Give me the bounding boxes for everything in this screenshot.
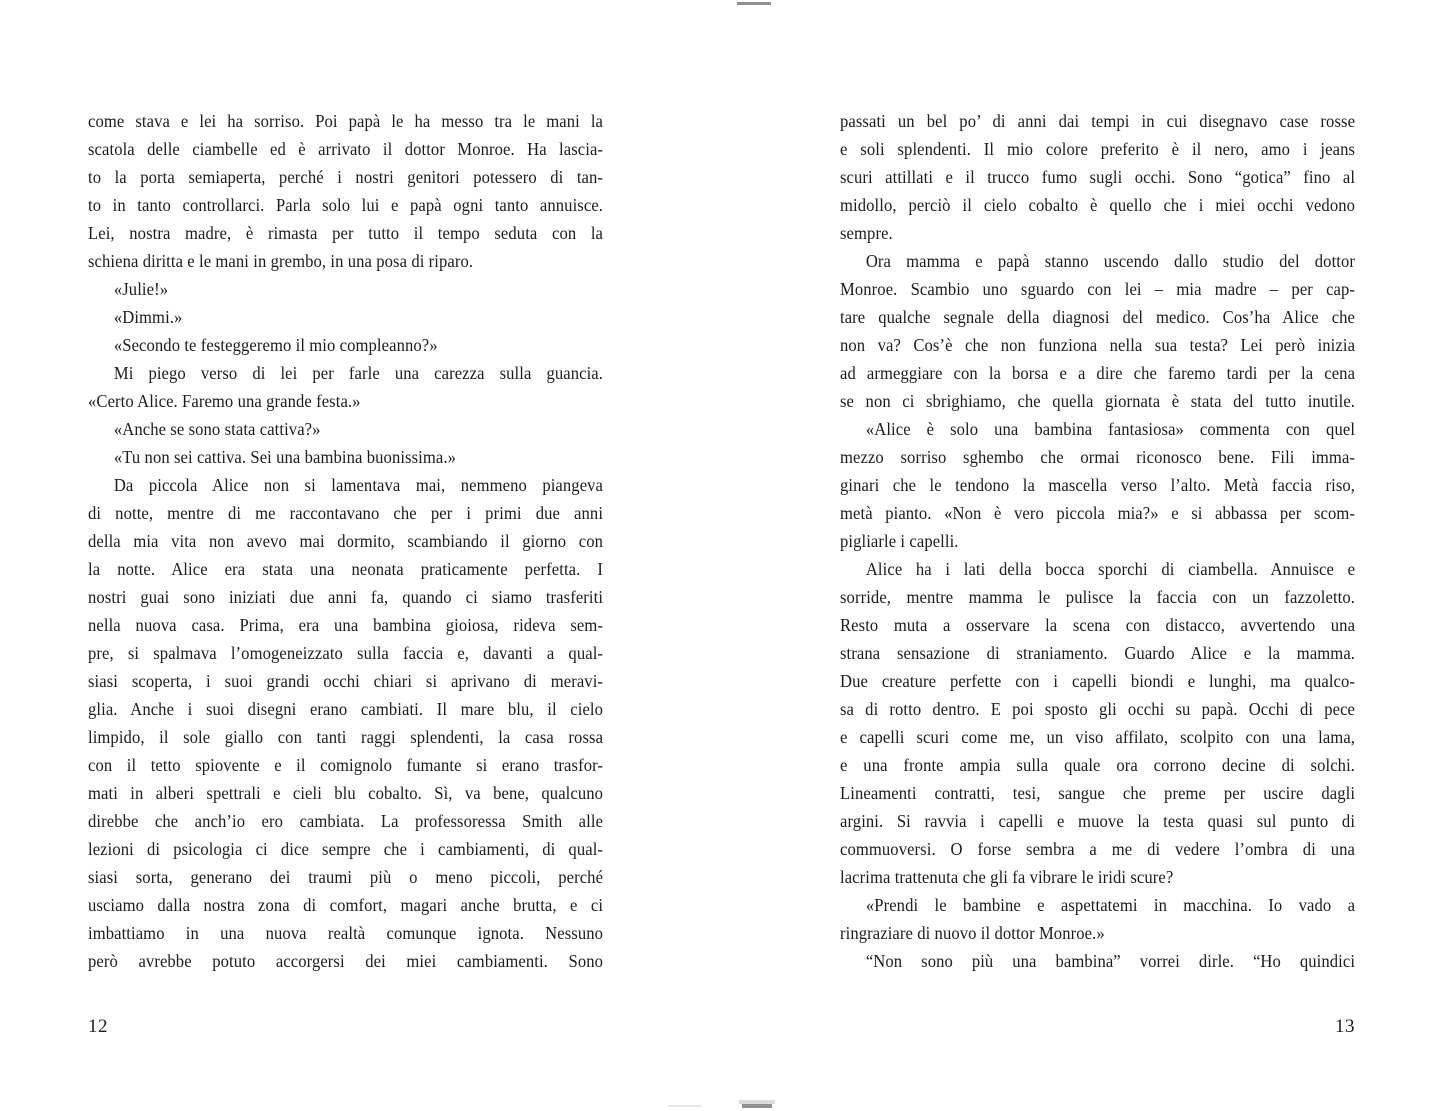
text-line: usciamo dalla nostra zona di comfort, magari anche brutta, e ci bbox=[88, 895, 604, 915]
text-line: sempre. bbox=[840, 223, 893, 243]
text-line: mati in alberi spettrali e cieli blu cobalto. Sì, va bene, qualcuno bbox=[88, 783, 604, 803]
top-edge-mark bbox=[737, 2, 771, 5]
page-number-left: 12 bbox=[88, 1016, 108, 1037]
text-line: «Certo Alice. Faremo una grande festa.» bbox=[88, 391, 361, 411]
text-line: glia. Anche i suoi disegni erano cambiati. Il mare blu, il cielo bbox=[88, 699, 604, 719]
text-line: scatola delle ciambelle ed è arrivato il dottor Monroe. Ha lascia- bbox=[88, 139, 604, 159]
text-line: siasi scoperta, i suoi grandi occhi chiari si aprivano di meravi- bbox=[88, 671, 604, 691]
text-line: Ora mamma e papà stanno uscendo dallo studio del dottor bbox=[865, 251, 1356, 271]
text-line: limpido, il sole giallo con tanti raggi splendenti, la casa rossa bbox=[88, 727, 604, 747]
text-line: direbbe che anch’io ero cambiata. La professoressa Smith alle bbox=[88, 811, 604, 831]
text-line: ginari che le tendono la mascella verso l’alto. Metà faccia riso, bbox=[840, 475, 1356, 495]
page-number-right: 13 bbox=[1335, 1016, 1355, 1037]
page-right-text-column bbox=[840, 107, 1355, 975]
text-line: e soli splendenti. Il mio colore preferito è il nero, amo i jeans bbox=[840, 139, 1356, 159]
text-line: «Alice è solo una bambina fantasiosa» commenta con quel bbox=[865, 419, 1356, 439]
text-line: nostri guai sono iniziati due anni fa, quando ci siamo trasferiti bbox=[88, 587, 604, 607]
text-line: nella nuova casa. Prima, era una bambina gioiosa, rideva sem- bbox=[88, 615, 604, 635]
text-line: «Secondo te festeggeremo il mio compleanno?» bbox=[113, 335, 438, 355]
text-line: ringraziare di nuovo il dottor Monroe.» bbox=[840, 923, 1105, 943]
text-line: “Non sono più una bambina” vorrei dirle. “Ho quindici bbox=[865, 951, 1356, 971]
text-line: mezzo sorriso sghembo che ormai riconosco bene. Fili imma- bbox=[840, 447, 1356, 467]
text-line: schiena diritta e le mani in grembo, in una posa di riparo. bbox=[88, 251, 474, 271]
text-line: «Anche se sono stata cattiva?» bbox=[113, 419, 321, 439]
text-line: della mia vita non avevo mai dormito, scambiando il giorno con bbox=[88, 531, 604, 551]
text-line: siasi sorta, generano dei traumi più o meno piccoli, perché bbox=[88, 867, 604, 887]
text-line: scuri attillati e il trucco fumo sugli occhi. Sono “gotica” fino al bbox=[840, 167, 1356, 187]
bottom-edge-mark-light bbox=[668, 1105, 701, 1107]
text-line: tare qualche segnale della diagnosi del medico. Cos’ha Alice che bbox=[840, 307, 1356, 327]
text-line: se non ci sbrighiamo, che quella giornata è stata del tutto inutile. bbox=[840, 391, 1356, 411]
text-line: lacrima trattenuta che gli fa vibrare le iridi scure? bbox=[840, 867, 1174, 887]
text-line: «Julie!» bbox=[113, 279, 169, 299]
text-line: però avrebbe potuto accorgersi dei miei cambiamenti. Sono bbox=[88, 951, 604, 971]
text-line: sorride, mentre mamma le pulisce la faccia con un fazzoletto. bbox=[840, 587, 1356, 607]
text-line: Da piccola Alice non si lamentava mai, nemmeno piangeva bbox=[113, 475, 604, 495]
text-line: ad armeggiare con la borsa e a dire che faremo tardi per la cena bbox=[840, 363, 1356, 383]
text-line: strana sensazione di straniamento. Guardo Alice e la mamma. bbox=[840, 643, 1356, 663]
text-line: to in tanto controllarci. Parla solo lui e papà ogni tanto annuisce. bbox=[88, 195, 604, 215]
text-line: come stava e lei ha sorriso. Poi papà le ha messo tra le mani la bbox=[88, 111, 604, 131]
text-line: Due creature perfette con i capelli biondi e lunghi, ma qualco- bbox=[840, 671, 1356, 691]
text-line: Lei, nostra madre, è rimasta per tutto il tempo seduta con la bbox=[88, 223, 604, 243]
text-line: passati un bel po’ di anni dai tempi in cui disegnavo case rosse bbox=[840, 111, 1356, 131]
text-line: «Prendi le bambine e aspettatemi in macchina. Io vado a bbox=[865, 895, 1356, 915]
text-line: «Dimmi.» bbox=[113, 307, 183, 327]
text-line: con il tetto spiovente e il comignolo fumante si erano trasfor- bbox=[88, 755, 604, 775]
text-line: Resto muta a osservare la scena con distacco, avvertendo una bbox=[840, 615, 1356, 635]
text-line: midollo, perciò il cielo cobalto è quello che i miei occhi vedono bbox=[840, 195, 1356, 215]
text-line: di notte, mentre di me raccontavano che per i primi due anni bbox=[88, 503, 604, 523]
text-line: non va? Cos’è che non funziona nella sua testa? Lei però inizia bbox=[840, 335, 1356, 355]
text-line: la notte. Alice era stata una neonata praticamente perfetta. I bbox=[88, 559, 604, 579]
text-line: «Tu non sei cattiva. Sei una bambina buonissima.» bbox=[113, 447, 457, 467]
text-line: Lineamenti contratti, tesi, sangue che preme per uscire dagli bbox=[840, 783, 1356, 803]
text-line: to la porta semiaperta, perché i nostri genitori potessero di tan- bbox=[88, 167, 604, 187]
text-line: pigliarle i capelli. bbox=[840, 531, 959, 551]
text-line: Monroe. Scambio uno sguardo con lei – mia madre – per cap- bbox=[840, 279, 1356, 299]
text-line: Mi piego verso di lei per farle una carezza sulla guancia. bbox=[113, 363, 604, 383]
text-line: e una fronte ampia sulla quale ora corrono decine di solchi. bbox=[840, 755, 1356, 775]
text-line: Alice ha i lati della bocca sporchi di ciambella. Annuisce e bbox=[865, 559, 1356, 579]
text-line: imbattiamo in una nuova realtà comunque ignota. Nessuno bbox=[88, 923, 604, 943]
text-line: lezioni di psicologia ci dice sempre che i cambiamenti, di qual- bbox=[88, 839, 604, 859]
bottom-edge-mark-dark bbox=[742, 1104, 772, 1108]
text-line: sa di rotto dentro. E poi sposto gli occhi su papà. Occhi di pece bbox=[840, 699, 1356, 719]
text-line: metà pianto. «Non è vero piccola mia?» e si abbassa per scom- bbox=[840, 503, 1356, 523]
text-line: e capelli scuri come me, un viso affilato, scolpito con una lama, bbox=[840, 727, 1356, 747]
page-left-text-column bbox=[88, 107, 603, 975]
text-line: argini. Si ravvia i capelli e muove la testa quasi sul punto di bbox=[840, 811, 1356, 831]
text-line: commuoversi. O forse sembra a me di vedere l’ombra di una bbox=[840, 839, 1356, 859]
text-line: pre, si spalmava l’omogeneizzato sulla faccia e, davanti a qual- bbox=[88, 643, 604, 663]
